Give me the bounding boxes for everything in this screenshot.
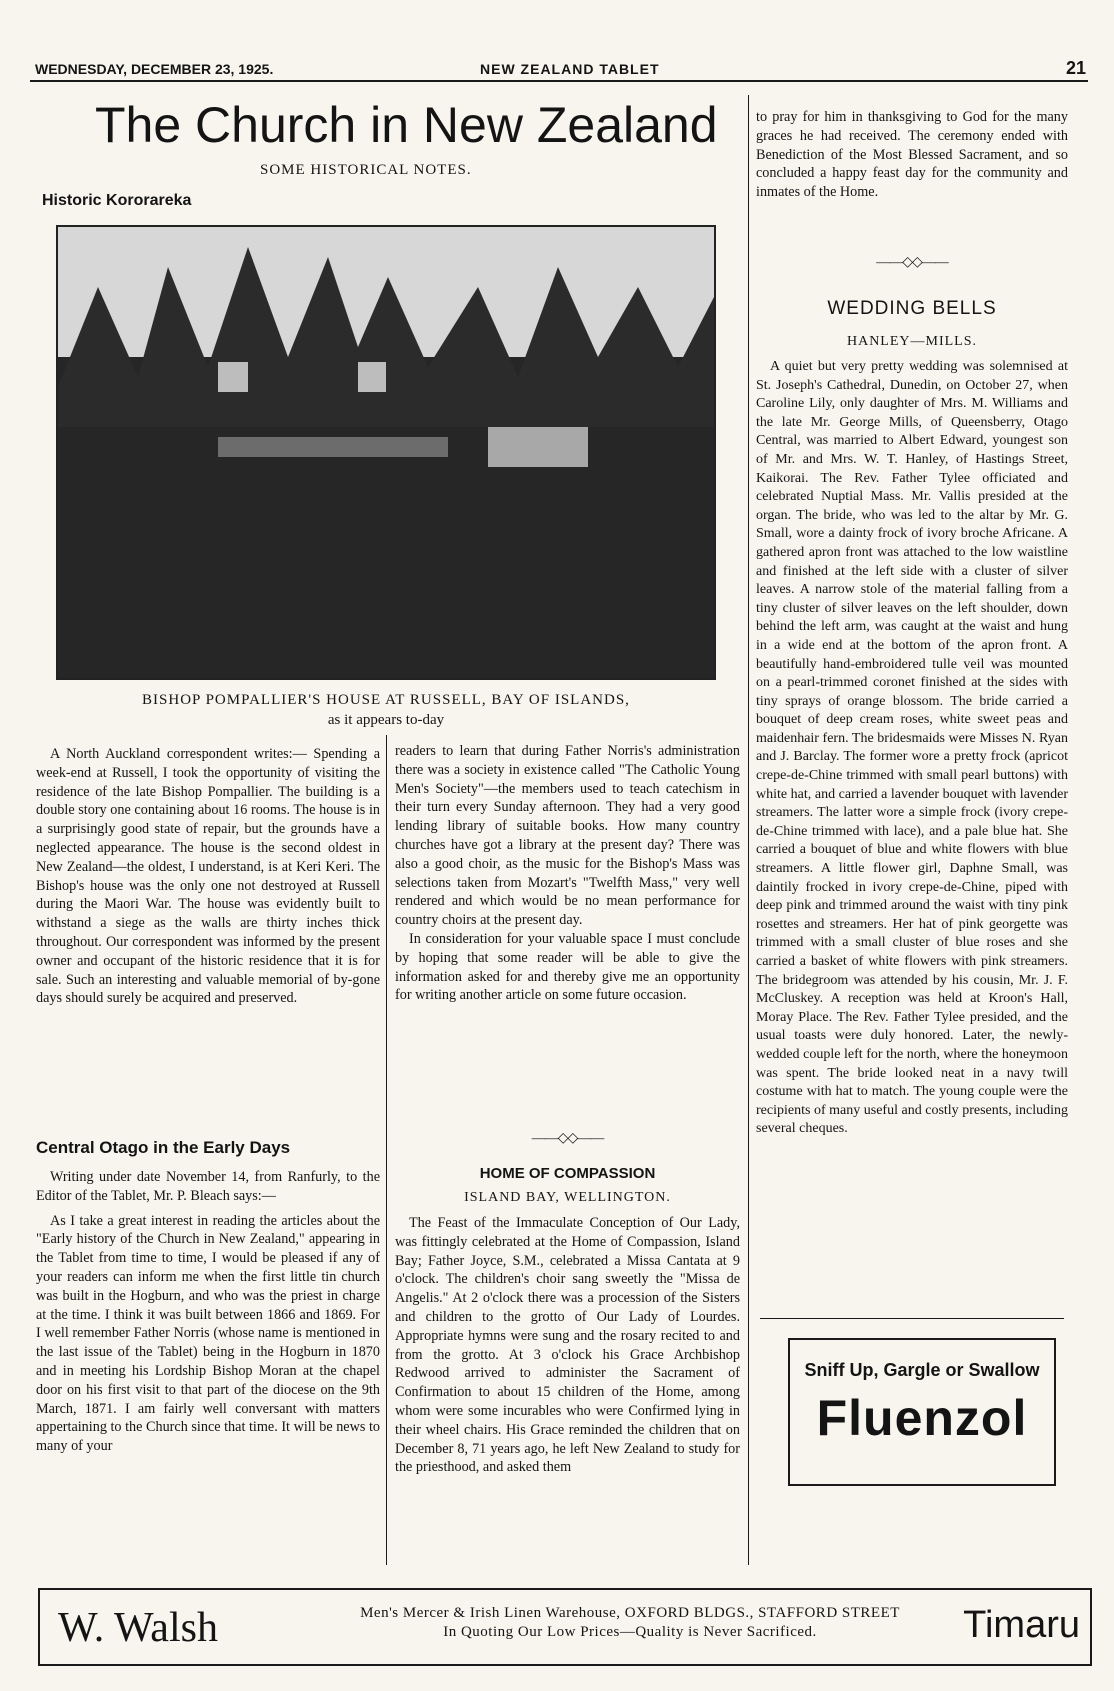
column-rule-right: [748, 95, 749, 1565]
divider-home-of-compassion: ——◇◇——: [531, 1131, 604, 1146]
continued-paragraph-1: readers to learn that during Father Norris's administration there was a society in existence called "The Catholic Young Men's Society"—the members used to teach catechism in their turn every Sunday afternoon. They had a very good lending library of suitable books. How many country churches have got a library at the present day? There was also a good choir, as the music for the Bishop's Mass was selections taken from Mozart's "Twelfth Mass," very well rendered and which would be no mean performance for country choirs at the present day.: [395, 743, 740, 929]
article-compassion-continued: [756, 108, 1068, 202]
subheading-hanley-mills: HANLEY—MILLS.: [846, 334, 978, 349]
ad-separator-rule: [760, 1318, 1064, 1319]
issue-date: WEDNESDAY, DECEMBER 23, 1925.: [35, 61, 274, 77]
wedding-paragraph: A quiet but very pretty wedding was solemnised at St. Joseph's Cathedral, Dunedin, on October 27, when Caroline Lily, only daughter of Mrs. M. Williams and the late Mr. George Mills, of Queensberry, Otago Central, was married to Albert Edward, youngest son of Mr. and Mrs. W. T. Hanley, of Hastings Street, Kaikorai. The Rev. Father Tylee officiated and celebrated Nuptial Mass. Mr. Vallis presided at the organ. The bride, who was led to the altar by Mr. G. Small, wore a dainty frock of ivory broche Africane. A gathered apron front was attached to the low waistline and finished at the left side with a cluster of silver leaves. A narrow stole of the material falling from a tiny cluster of silver leaves on the left shoulder, down behind the left arm, was caught at the waist and hung in a wide end at the bottom of the apron front. A beautifully hand-embroidered tulle veil was mounted on a pearl-trimmed coronet finished at the sides with tiny sprays of orange blossom. The bride carried a bouquet of deep cream roses, white sweet peas and maidenhair fern. The bridesmaids were Misses N. Ryan and J. Barclay. The former wore a pretty frock (apricot crepe-de-Chine trimmed with small pearl buttons) with white hat, and carried a lavender bouquet with lavender streamers. The latter wore a simple frock (ivory crepe-de-Chine trimmed with lace), and a pale blue hat. She carried a bouquet of blue and white flowers with blue streamers. A little flower girl, Daphne Small, was daintily frocked in ivory crepe-de-Chine, piped with deep pink and trimmed around the waist with tiny pink rosettes and streamers. Her hat of pink georgette was trimmed with a small cluster of blue roses and she carried a basket of white flowers with pink streamers. The bridegroom was attended by his cousin, Mr. J. F. McCluskey. A reception was held at Kroon's Hall, Moray Place. The Rev. Father Tylee presided, and the usual toasts were duly honored. Later, the newly-wedded couple left for the north, where the honeymoon was spent. The bride looked neat in a navy twill costume with hat to match. The young couple were the recipients of many useful and costly presents, including several cheques.: [756, 359, 1068, 1137]
article-wedding: [756, 358, 1068, 1139]
fluenzol-brand: Fluenzol: [816, 1390, 1028, 1446]
caption-line-1: BISHOP POMPALLIER'S HOUSE AT RUSSELL, BAY OF ISLANDS,: [142, 692, 630, 708]
page-number: 21: [1065, 58, 1086, 78]
home-of-compassion-paragraph: The Feast of the Immaculate Conception of Our Lady, was fittingly celebrated at the Home of Compassion, Island Bay; Father Joyce, S.M., celebrated a Missa Cantata at 9 o'clock. The children's choir sang sweetly the "Missa de Angelis." At 2 o'clock there was a procession of the Sisters and children to the grotto of Our Lady of Lourdes. Appropriate hymns were sung and the rosary recited to and from the grotto. At 3 o'clock his Grace Archbishop Redwood arrived to administer the Sacrament of Confirmation to about 15 children of the Home, among whom were some incurables who were Confirmed lying in their wheel chairs. His Grace reminded the children that on December 8, 71 years ago, he left New Zealand to study for the priesthood, and asked them: [395, 1215, 740, 1476]
page-subtitle: SOME HISTORICAL NOTES.: [260, 162, 472, 178]
article-central-otago: [36, 1168, 380, 1456]
heading-wedding-bells: WEDDING BELLS: [827, 298, 997, 319]
subheading-home-of-compassion: ISLAND BAY, WELLINGTON.: [464, 1190, 671, 1205]
central-otago-body: As I take a great interest in reading the articles about the "Early history of the Church in New Zealand," appearing in the Tablet from time to time, I would be pleased if any of your readers can inform me when the first little tin church was built in the Hogburn, and who was the priest in charge at the time. I think it was built between 1866 and 1869. For I well remember Father Norris (whose name is mentioned in the last issue of the Tablet) being in the Hogburn in 1870 and in meeting his Lordship Bishop Moran at the chapel door on his first visit to that part of the diocese on the 9th March, 1871. I am fairly well conversant with matters appertaining to the Church since that time. It will be news to many of your: [36, 1212, 380, 1455]
caption-line-2: as it appears to-day: [327, 712, 445, 728]
column-rule-left: [386, 735, 387, 1565]
central-otago-intro: Writing under date November 14, from Ranfurly, to the Editor of the Tablet, Mr. P. Bleach says:—: [36, 1169, 380, 1204]
walsh-details: [260, 1604, 1000, 1642]
kororareka-paragraph: A North Auckland correspondent writes:— Spending a week-end at Russell, I took the opportunity of visiting the residence of the late Bishop Pompallier. The building is a double story one containing about 16 rooms. The house is in a surprisingly good state of repair, but the grounds have a neglected appearance. The house is the second oldest in New Zealand—the oldest, I understand, is at Keri Keri. The Bishop's house was the only one not destroyed at Russell during the Maori War. The house was evidently built to withstand a siege as the walls are thirty inches thick throughout. Our correspondent was informed by the present owner and occupant of the historic residence that it is for sale. Such an interesting and valuable memorial of by-gone days should surely be acquired and preserved.: [36, 746, 380, 1007]
article-kororareka: [36, 745, 380, 1008]
walsh-line-1: Men's Mercer & Irish Linen Warehouse, OXFORD BLDGS., STAFFORD STREET: [360, 1605, 900, 1621]
walsh-advertisement: [38, 1588, 1092, 1666]
masthead-rule: [30, 80, 1088, 82]
masthead: [30, 58, 1088, 80]
photograph-bishops-house: [56, 225, 716, 680]
page-title: The Church in New Zealand: [95, 97, 718, 153]
heading-central-otago: Central Otago in the Early Days: [36, 1138, 291, 1157]
photo-illustration: [58, 227, 714, 678]
compassion-continuation: to pray for him in thanksgiving to God for the many graces he had received. The ceremony ended with Benediction of the Most Blessed Sacrament, and so concluded a happy feast day for the community and inmates of the Home.: [756, 109, 1068, 201]
article-home-of-compassion: [395, 1214, 740, 1477]
walsh-line-2: In Quoting Our Low Prices—Quality is Never Sacrificed.: [443, 1624, 817, 1640]
section-heading-kororareka: Historic Kororareka: [42, 192, 192, 209]
walsh-town: Timaru: [963, 1604, 1080, 1646]
fluenzol-tagline: Sniff Up, Gargle or Swallow: [804, 1360, 1040, 1380]
photo-caption: [56, 690, 716, 730]
publication-name: NEW ZEALAND TABLET: [480, 61, 660, 77]
fluenzol-advertisement: [788, 1338, 1056, 1486]
divider-wedding: ——◇◇——: [876, 255, 948, 270]
article-continued: [395, 742, 740, 1005]
walsh-name: W. Walsh: [58, 1605, 218, 1651]
heading-home-of-compassion: HOME OF COMPASSION: [479, 1165, 656, 1182]
continued-paragraph-2: In consideration for your valuable space I must conclude by hoping that some reader will be able to give the information asked for and thereby give me an opportunity for writing another article on some future occasion.: [395, 930, 740, 1004]
